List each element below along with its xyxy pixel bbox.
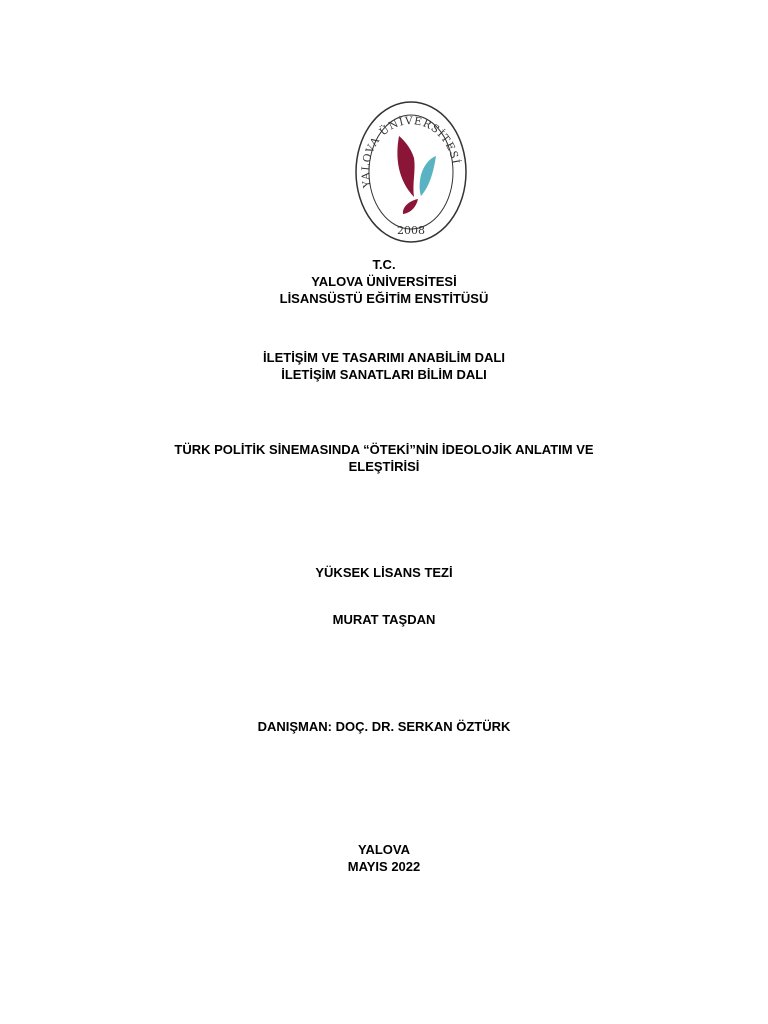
- institution-line-institute: LİSANSÜSTÜ EĞİTİM ENSTİTÜSÜ: [279, 291, 489, 306]
- department-block: [0, 349, 768, 383]
- city: YALOVA: [357, 842, 410, 857]
- logo-year: 2008: [397, 224, 425, 237]
- place-date-block: [0, 841, 768, 875]
- advisor-line: DANIŞMAN: DOÇ. DR. SERKAN ÖZTÜRK: [257, 719, 511, 734]
- author-name: MURAT TAŞDAN: [332, 612, 436, 627]
- thesis-title-line-2: ELEŞTİRİSİ: [348, 459, 420, 474]
- thesis-title-block: [0, 441, 768, 475]
- thesis-type: YÜKSEK LİSANS TEZİ: [315, 565, 453, 580]
- thesis-title-line-1: TÜRK POLİTİK SİNEMASINDA “ÖTEKİ”NİN İDEOLOJİK ANLATIM VE: [174, 442, 594, 457]
- date: MAYIS 2022: [347, 859, 421, 874]
- department-line-sub: İLETİŞİM SANATLARI BİLİM DALI: [281, 367, 487, 382]
- institution-line-tc: T.C.: [372, 257, 396, 272]
- department-line-main: İLETİŞİM VE TASARIMI ANABİLİM DALI: [263, 350, 505, 365]
- logo-ring-text: YALOVA ÜNİVERSİTESİ: [359, 115, 462, 189]
- institution-block: [0, 256, 768, 307]
- university-logo: [354, 100, 468, 244]
- institution-line-university: YALOVA ÜNİVERSİTESİ: [311, 274, 457, 289]
